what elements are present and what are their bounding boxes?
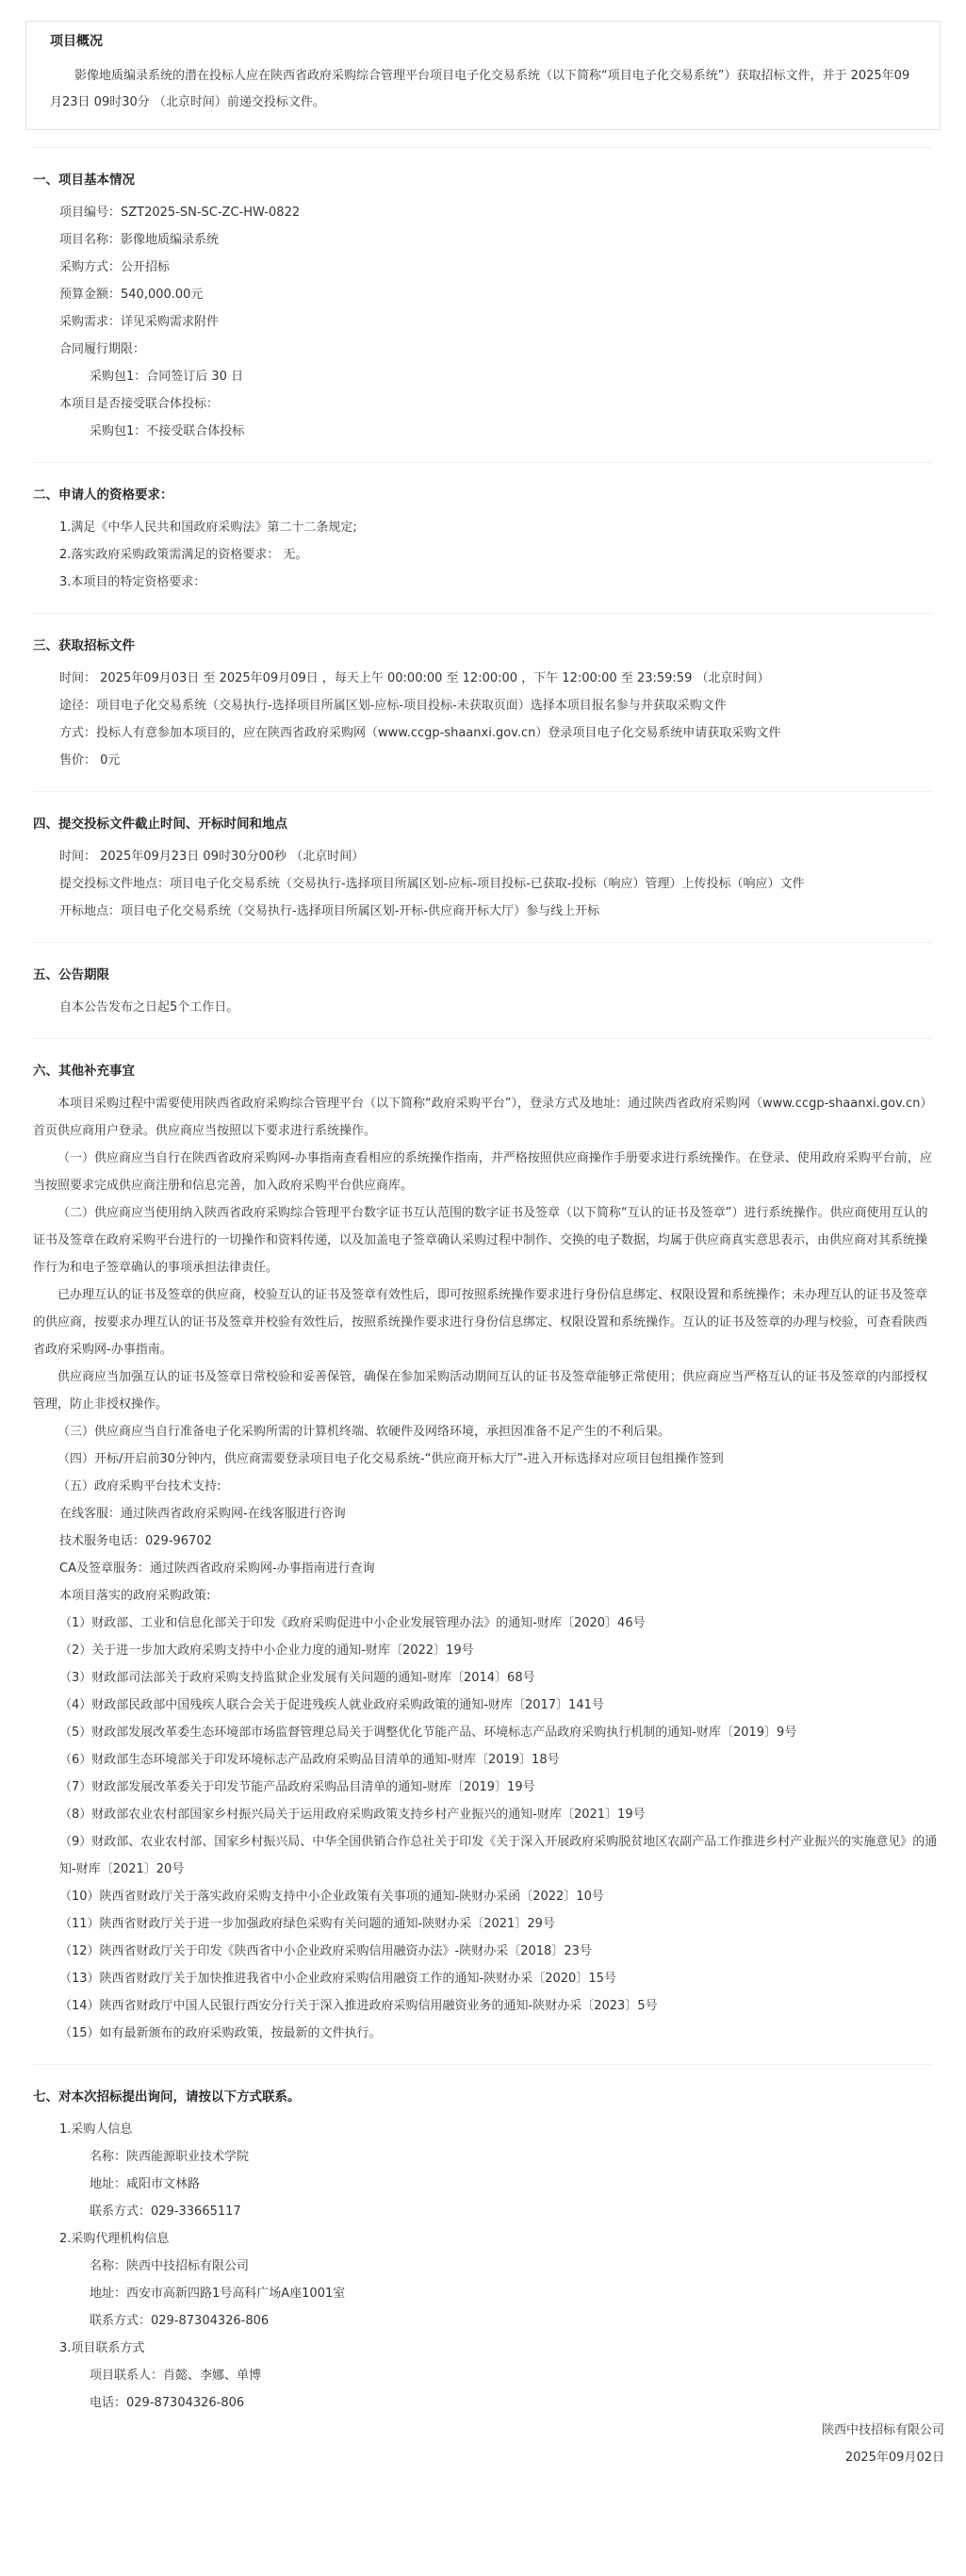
- section-basic-info: [33, 169, 938, 445]
- overview-text: 影像地质编录系统的潜在投标人应在陕西省政府采购综合管理平台项目电子化交易系统（以下简称“项目电子化交易系统”）获取招标文件，并于 2025年09月23日 09时30分 （北京时间）前递交投标文件。: [50, 69, 910, 109]
- policy-item: （6）财政部生态环境部关于印发环境标志产品政府采购品目清单的通知-财库〔2019〕18号: [59, 1753, 560, 1767]
- agent-label: 2.采购代理机构信息: [59, 2232, 170, 2246]
- paragraph: （二）供应商应当使用纳入陕西省政府采购综合管理平台数字证书互认范围的数字证书及签章（以下简称“互认的证书及签章”）进行系统操作。供应商使用互认的证书及签章在政府采购平台进行的一切操作和资料传递，以及加盖电子签章确认采购过程中制作、交换的电子数据，均属于供应商真实意思表示，由供应商对其系统操作行为和电子签章确认的事项承担法律责任。: [33, 1206, 928, 1275]
- overview-title: 项目概况: [50, 34, 103, 49]
- buyer-address: 地址：咸阳市文林路: [90, 2177, 201, 2191]
- agent-address: 地址：西安市高新四路1号高科广场A座1001室: [90, 2287, 346, 2301]
- paragraph: （五）政府采购平台技术支持:: [57, 1479, 221, 1494]
- paragraph: 本项目采购过程中需要使用陕西省政府采购综合管理平台（以下简称“政府采购平台”），登录方式及地址：通过陕西省政府采购网（www.ccgp-shaanxi.gov.cn）首页供应商用户登录。供应商应当按照以下要求进行系统操作。: [33, 1097, 933, 1138]
- tech-service-phone: 技术服务电话：029-96702: [59, 1534, 212, 1548]
- divider: [33, 942, 933, 943]
- section-title: 三、获取招标文件: [33, 638, 135, 653]
- policy-item: （12）陕西省财政厅关于印发《陕西省中小企业政府采购信用融资办法》-陕财办采〔2018〕23号: [59, 1944, 592, 1958]
- policy-item: （3）财政部司法部关于政府采购支持监狱企业发展有关问题的通知-财库〔2014〕68号: [59, 1671, 535, 1685]
- project-number: 项目编号：SZT2025-SN-SC-ZC-HW-0822: [59, 206, 301, 220]
- policy-item: （7）财政部发展改革委关于印发节能产品政府采购品目清单的通知-财库〔2019〕19号: [59, 1780, 535, 1794]
- obtain-route: 途径：项目电子化交易系统（交易执行-选择项目所属区划-应标-项目投标-未获取页面）选择本项目报名参与并获取采购文件: [59, 699, 727, 713]
- policy-item: （4）财政部民政部中国残疾人联合会关于促进残疾人就业政府采购政策的通知-财库〔2017〕141号: [59, 1698, 604, 1712]
- paragraph: （一）供应商应当自行在陕西省政府采购网-办事指南查看相应的系统操作指南，并严格按照供应商操作手册要求进行系统操作。在登录、使用政府采购平台前，应当按照要求完成供应商注册和信息完善，加入政府采购平台供应商库。: [33, 1151, 932, 1193]
- budget-amount: 预算金额：540,000.00元: [59, 288, 204, 302]
- qualification-item: 3.本项目的特定资格要求：: [59, 575, 206, 589]
- paragraph: 已办理互认的证书及签章的供应商，校验互认的证书及签章有效性后，即可按照系统操作要求进行身份信息绑定、权限设置和系统操作；未办理互认的证书及签章的供应商，按要求办理互认的证书及签章并校验有效性后，按照系统操作要求进行身份信息绑定、权限设置和系统操作。互认的证书及签章的办理与校验，可查看陕西省政府采购网-办事指南。: [33, 1288, 928, 1357]
- section-notice-period: [33, 964, 938, 1021]
- policy-item: （14）陕西省财政厅中国人民银行西安分行关于深入推进政府采购信用融资业务的通知-陕财办采〔2023〕5号: [59, 1999, 658, 2013]
- buyer-label: 1.采购人信息: [59, 2122, 133, 2137]
- contact-person: 项目联系人：肖懿、李娜、单博: [90, 2369, 262, 2383]
- signature-date: 2025年09月02日: [844, 2451, 944, 2465]
- obtain-time: 时间： 2025年09月03日 至 2025年09月09日 ，每天上午 00:00:00 至 12:00:00 ，下午 12:00:00 至 23:59:59 （北京时间）: [59, 671, 770, 685]
- section-deadline: [33, 813, 938, 925]
- policy-item: （15）如有最新颁布的政府采购政策，按最新的文件执行。: [59, 2026, 382, 2040]
- contact-label: 3.项目联系方式: [59, 2341, 145, 2355]
- obtain-way: 方式：投标人有意参加本项目的，应在陕西省政府采购网（www.ccgp-shaanxi.gov.cn）登录项目电子化交易系统申请获取采购文件: [59, 726, 781, 740]
- policy-item: （1）财政部、工业和信息化部关于印发《政府采购促进中小企业发展管理办法》的通知-财库〔2020〕46号: [59, 1616, 646, 1630]
- policy-item: （11）陕西省财政厅关于进一步加强政府绿色采购有关问题的通知-陕财办采〔2021〕29号: [59, 1917, 555, 1931]
- section-title: 二、申请人的资格要求：: [33, 487, 173, 503]
- policy-item: （5）财政部发展改革委生态环境部市场监督管理总局关于调整优化节能产品、环境标志产品政府采购执行机制的通知-财库〔2019〕9号: [59, 1726, 797, 1740]
- section-title: 五、公告期限: [33, 967, 109, 983]
- procurement-demand: 采购需求：详见采购需求附件: [59, 315, 220, 329]
- joint-bid-package: 采购包1：不接受联合体投标: [90, 424, 245, 438]
- submit-location: 提交投标文件地点：项目电子化交易系统（交易执行-选择项目所属区划-应标-项目投标-已获取-投标（响应）管理）上传投标（响应）文件: [59, 877, 805, 891]
- agent-name: 名称：陕西中技招标有限公司: [90, 2259, 250, 2273]
- ca-service: CA及签章服务：通过陕西省政府采购网-办事指南进行查询: [59, 1561, 375, 1576]
- divider: [33, 791, 933, 792]
- section-contacts: [33, 2086, 938, 2417]
- contract-period-package: 采购包1：合同签订后 30 日: [90, 370, 244, 384]
- section-title: 一、项目基本情况: [33, 173, 135, 188]
- signature-org: 陕西中技招标有限公司: [821, 2423, 944, 2437]
- divider: [33, 2064, 933, 2065]
- procurement-method: 采购方式：公开招标: [59, 260, 171, 274]
- divider: [33, 462, 933, 463]
- policy-item: （13）陕西省财政厅关于加快推进我省中小企业政府采购信用融资工作的通知-陕财办采〔2020〕15号: [59, 1972, 616, 1986]
- divider: [33, 147, 933, 148]
- deadline-time: 时间： 2025年09月23日 09时30分00秒 （北京时间）: [59, 850, 365, 864]
- section-obtain-docs: [33, 635, 938, 774]
- divider: [33, 613, 933, 614]
- policy-item: （2）关于进一步加大政府采购支持中小企业力度的通知-财库〔2022〕19号: [59, 1643, 474, 1658]
- opening-location: 开标地点：项目电子化交易系统（交易执行-选择项目所属区划-开标-供应商开标大厅）参与线上开标: [59, 904, 600, 918]
- qualification-item: 1.满足《中华人民共和国政府采购法》第二十二条规定;: [59, 520, 357, 535]
- policy-item: （8）财政部农业农村部国家乡村振兴局关于运用政府采购政策支持乡村产业振兴的通知-财库〔2021〕19号: [59, 1808, 646, 1822]
- section-title: 四、提交投标文件截止时间、开标时间和地点: [33, 817, 287, 832]
- contact-phone: 电话：029-87304326-806: [90, 2396, 245, 2410]
- joint-bid-label: 本项目是否接受联合体投标：: [59, 397, 220, 411]
- section-qualifications: [33, 484, 938, 596]
- contract-period-label: 合同履行期限：: [59, 342, 146, 356]
- agent-phone: 联系方式：029-87304326-806: [90, 2314, 270, 2328]
- qualification-item: 2.落实政府采购政策需满足的资格要求： 无。: [59, 548, 308, 562]
- paragraph: 供应商应当加强互认的证书及签章日常校验和妥善保管，确保在参加采购活动期间互认的证书及签章能够正常使用；供应商应当严格互认的证书及签章的内部授权管理，防止非授权操作。: [33, 1370, 928, 1412]
- overview-box: [25, 21, 941, 130]
- notice-period-text: 自本公告发布之日起5个工作日。: [59, 1000, 239, 1015]
- paragraph: （三）供应商应当自行准备电子化采购所需的计算机终端、软硬件及网络环境，承担因准备不足产生的不利后果。: [57, 1425, 671, 1439]
- buyer-name: 名称：陕西能源职业技术学院: [90, 2150, 250, 2164]
- section-title: 六、其他补充事宜: [33, 1064, 135, 1079]
- obtain-price: 售价： 0元: [59, 753, 121, 768]
- paragraph: （四）开标/开启前30分钟内，供应商需要登录项目电子化交易系统-“供应商开标大厅”-进入开标选择对应项目包组操作签到: [57, 1452, 724, 1466]
- policy-item: （10）陕西省财政厅关于落实政府采购支持中小企业政策有关事项的通知-陕财办采函〔2022〕10号: [59, 1890, 604, 1904]
- policy-label: 本项目落实的政府采购政策:: [59, 1589, 211, 1603]
- online-service: 在线客服：通过陕西省政府采购网-在线客服进行咨询: [59, 1507, 346, 1521]
- section-other-matters: [33, 1060, 938, 2047]
- section-title: 七、对本次招标提出询问，请按以下方式联系。: [33, 2089, 301, 2105]
- buyer-phone: 联系方式：029-33665117: [90, 2204, 241, 2219]
- project-name: 项目名称：影像地质编录系统: [59, 233, 220, 247]
- divider: [33, 1038, 933, 1039]
- policy-item: （9）财政部、农业农村部、国家乡村振兴局、中华全国供销合作总社关于印发《关于深入开展政府采购脱贫地区农副产品工作推进乡村产业振兴的实施意见》的通知-财库〔2021〕20号: [59, 1835, 938, 1876]
